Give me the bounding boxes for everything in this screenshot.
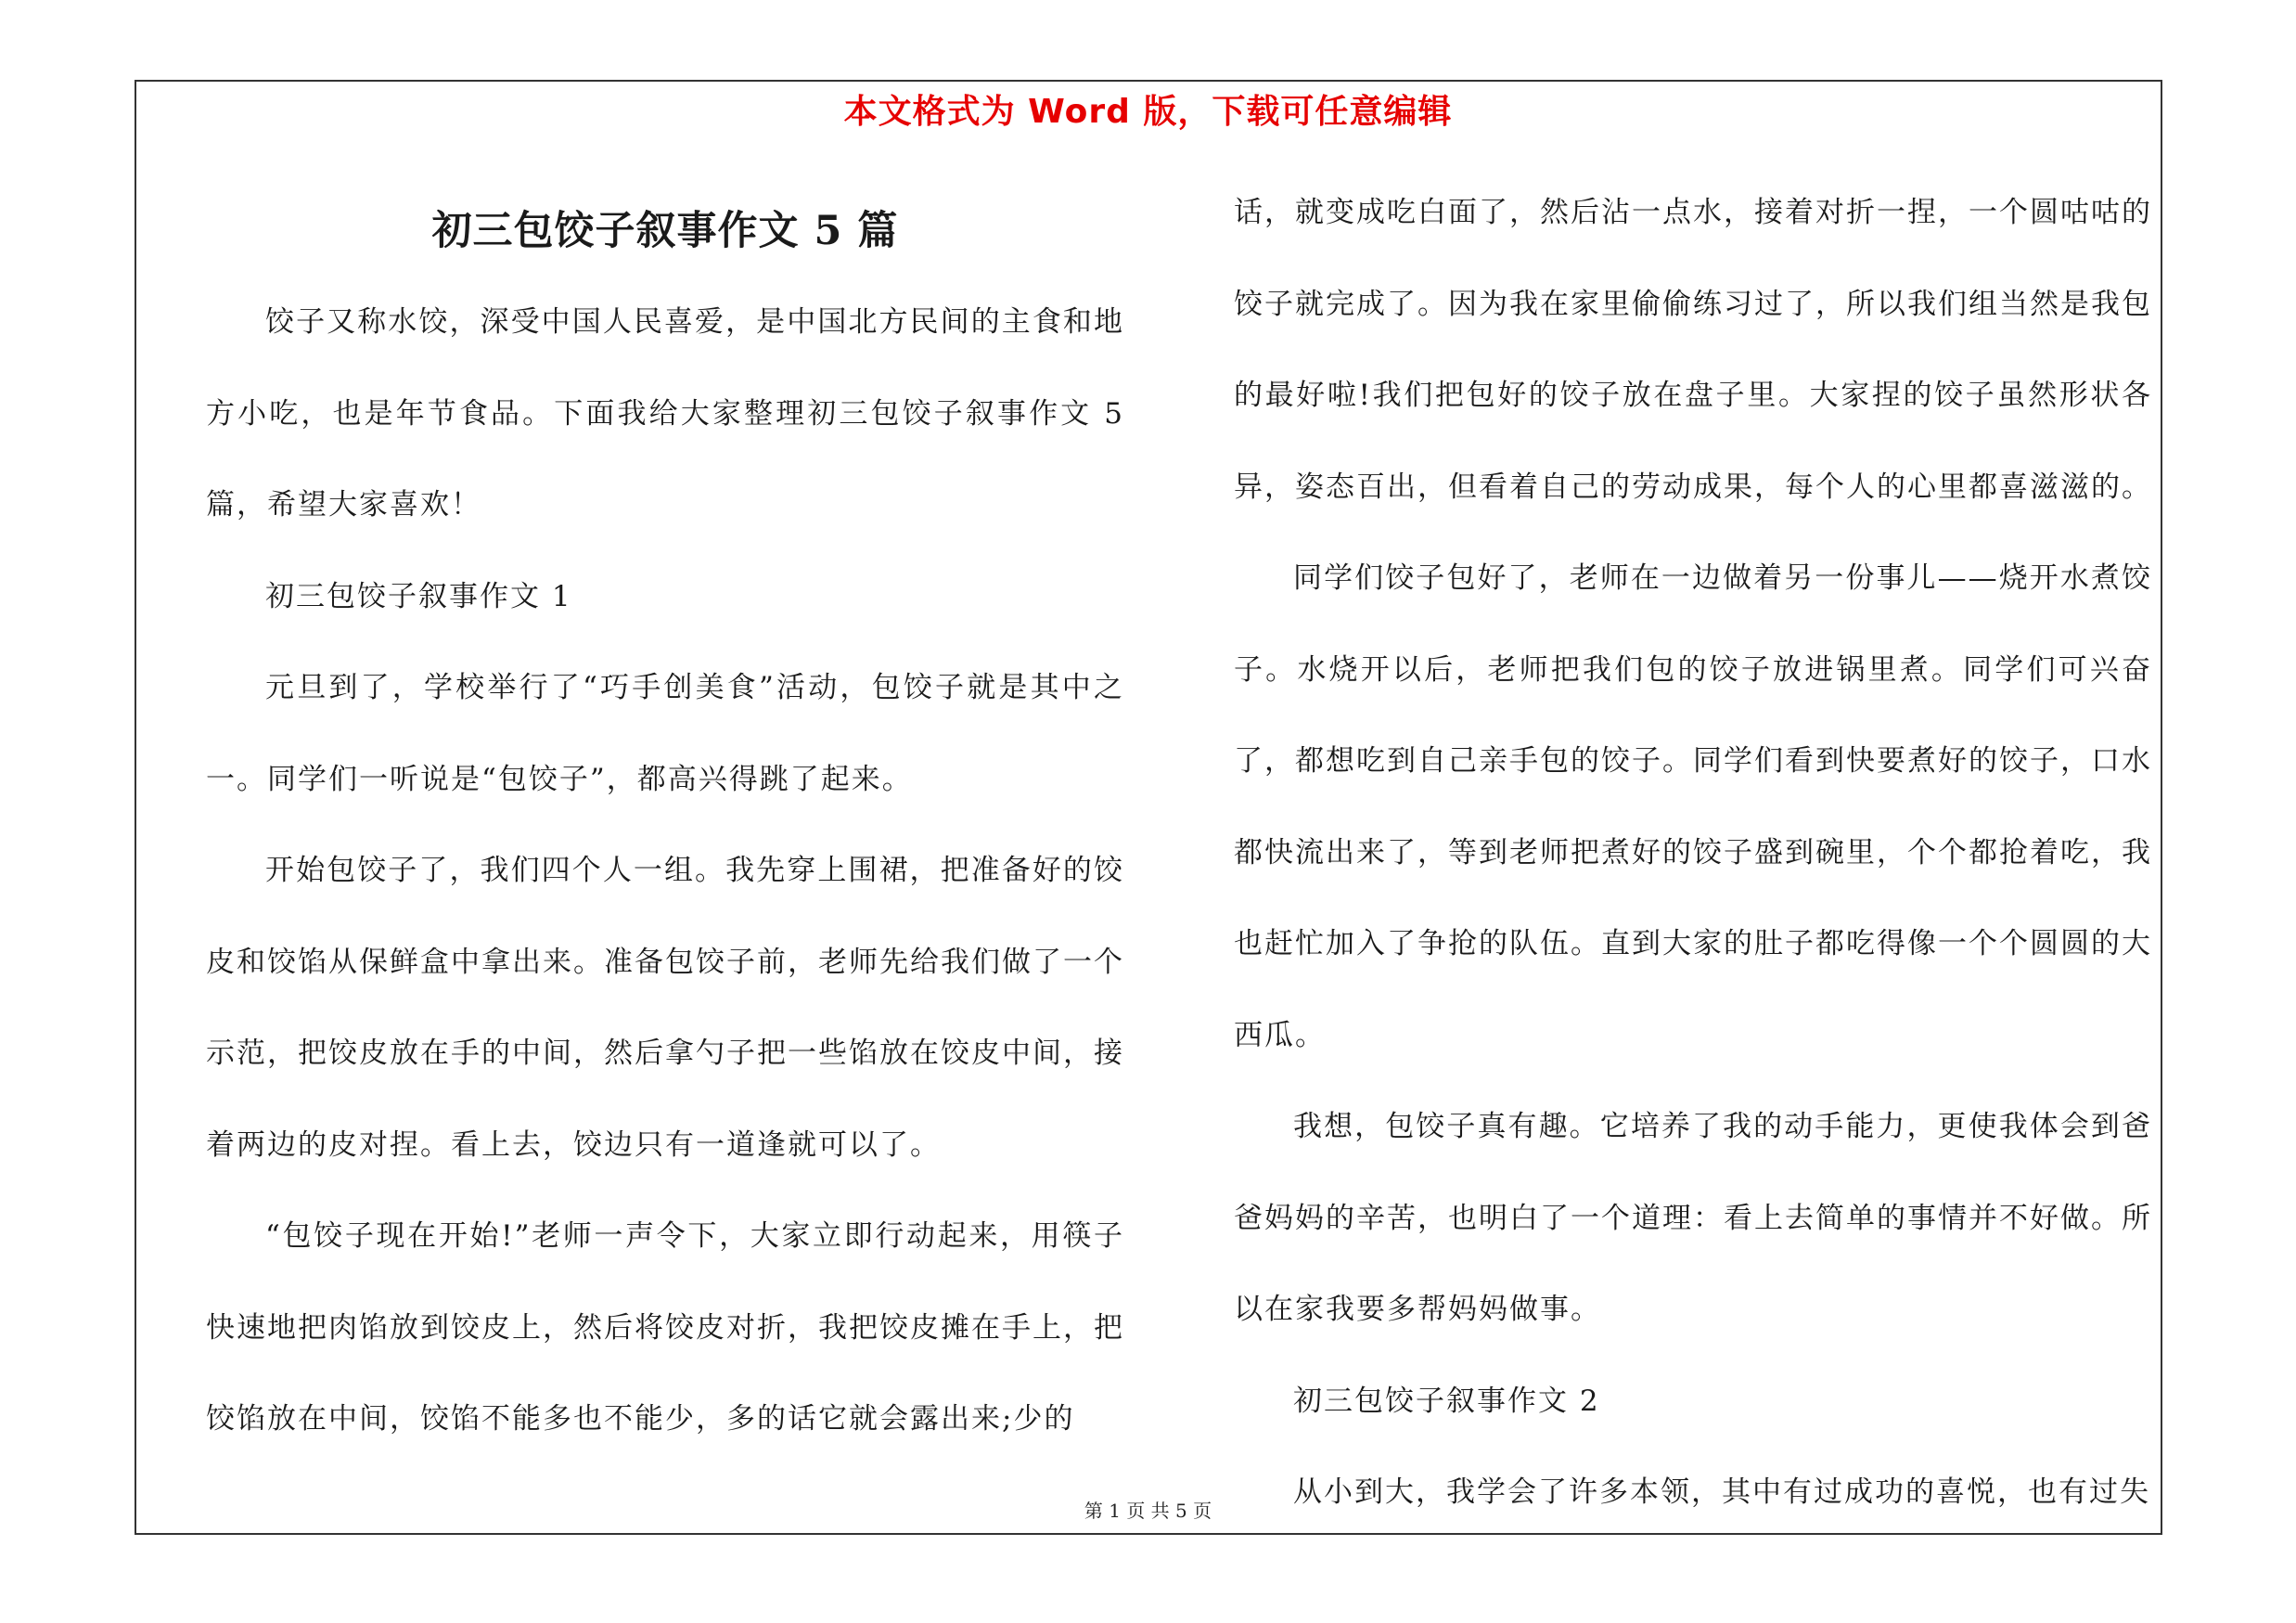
document-title: 初三包饺子叙事作文 5 篇 (431, 208, 899, 254)
paragraph: 元旦到了，学校举行了“巧手创美食”活动，包饺子就是其中之一。同学们一听说是“包饺子”，都高兴得跳了起来。 (206, 671, 1124, 796)
right-column (1234, 167, 2152, 1539)
paragraph: “包饺子现在开始!”老师一声令下，大家立即行动起来，用筷子快速地把肉馅放到饺皮上，然后将饺皮对折，我把饺皮摊在手上，把饺馅放在中间，饺馅不能多也不能少，多的话它就会露出来;少的 (206, 1219, 1124, 1436)
paragraph: 从小到大，我学会了许多本领，其中有过成功的喜悦，也有过失 (1293, 1475, 2150, 1509)
page-number-footer: 第 1 页 共 5 页 (1084, 1500, 1212, 1522)
paragraph-intro: 饺子又称水饺，深受中国人民喜爱，是中国北方民间的主食和地方小吃，也是年节食品。下面我给大家整理初三包饺子叙事作文 5 篇，希望大家喜欢！ (206, 305, 1124, 522)
paragraph: 我想，包饺子真有趣。它培养了我的动手能力，更使我体会到爸爸妈妈的辛苦，也明白了一个道理：看上去简单的事情并不好做。所以在家我要多帮妈妈做事。 (1234, 1110, 2152, 1326)
paragraph-continuation: 话，就变成吃白面了，然后沾一点水，接着对折一捏，一个圆咕咕的饺子就完成了。因为我在家里偷偷练习过了，所以我们组当然是我包的最好啦!我们把包好的饺子放在盘子里。大家捏的饺子虽然形状各异，姿态百出，但看着自己的劳动成果，每个人的心里都喜滋滋的。 (1234, 196, 2152, 504)
section-heading-1: 初三包饺子叙事作文 1 (265, 579, 572, 613)
left-column (206, 186, 1124, 1465)
format-banner: 本文格式为 Word 版，下载可任意编辑 (843, 93, 1453, 131)
paragraph: 开始包饺子了，我们四个人一组。我先穿上围裙，把准备好的饺皮和饺馅从保鲜盒中拿出来。准备包饺子前，老师先给我们做了一个示范，把饺皮放在手的中间，然后拿勺子把一些馅放在饺皮中间，接着两边的皮对捏。看上去，饺边只有一道逢就可以了。 (206, 854, 1124, 1162)
paragraph: 同学们饺子包好了，老师在一边做着另一份事儿——烧开水煮饺子。水烧开以后，老师把我们包的饺子放进锅里煮。同学们可兴奋了，都想吃到自己亲手包的饺子。同学们看到快要煮好的饺子，口水都快流出来了，等到老师把煮好的饺子盛到碗里，个个都抢着吃，我也赶忙加入了争抢的队伍。直到大家的肚子都吃得像一个个圆圆的大西瓜。 (1234, 561, 2152, 1052)
section-heading-2: 初三包饺子叙事作文 2 (1293, 1384, 1600, 1418)
